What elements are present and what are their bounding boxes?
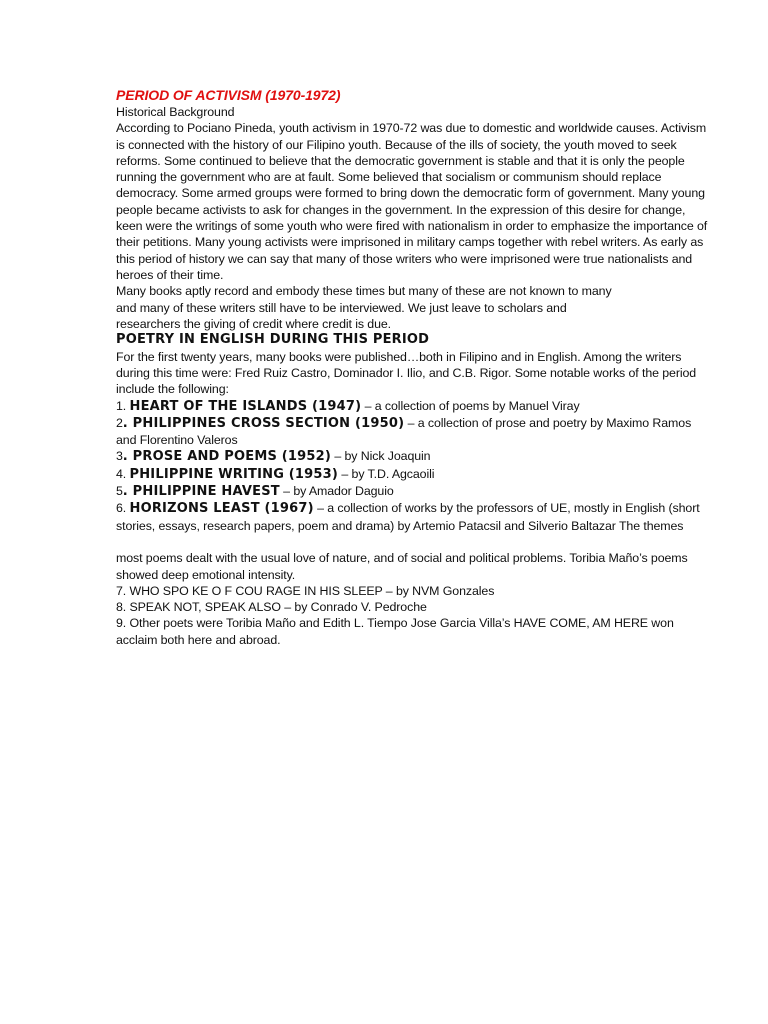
list-item-number: 2 bbox=[116, 415, 123, 430]
list-item bbox=[116, 483, 712, 500]
work-title: HEART OF THE ISLANDS (1947) bbox=[129, 398, 362, 414]
list-item-number: 6. bbox=[116, 501, 130, 516]
list-item-number: 3 bbox=[116, 449, 123, 464]
list-item-number: 1. bbox=[116, 398, 130, 413]
section-heading: POETRY IN ENGLISH DURING THIS PERIOD bbox=[116, 332, 430, 348]
blank-line bbox=[116, 534, 712, 550]
list-item-number: 5 bbox=[116, 484, 123, 499]
work-description: – by Amador Daguio bbox=[279, 484, 394, 499]
list-item-9: 9. Other poets were Toribia Maño and Edith L. Tiempo Jose Garcia Villa’s HAVE COME, AM HERE won acclaim both here and abroad. bbox=[116, 616, 674, 647]
work-description: – by T.D. Agcaoili bbox=[338, 466, 435, 481]
paragraph-books: Many books aptly record and embody these times but many of these are not known to many and many of these writers still have to be interviewed. We just leave to scholars and researchers the giving of credit where credit is due. bbox=[116, 284, 612, 331]
work-description: – a collection of prose and poetry by Maximo Ramos and Florentino Valeros bbox=[116, 415, 692, 448]
work-description: – a collection of poems by Manuel Viray bbox=[361, 398, 580, 413]
work-description: – by Nick Joaquin bbox=[331, 449, 431, 464]
work-title: . PHILIPPINE HAVEST bbox=[122, 484, 280, 500]
document-title: PERIOD OF ACTIVISM (1970-1972) bbox=[116, 87, 341, 103]
list-item-7: 7. WHO SPO KE O F COU RAGE IN HIS SLEEP – by NVM Gonzales bbox=[116, 583, 495, 598]
work-description: – a collection of works by the professors of UE, mostly in English (short stories, essays, research papers, poem and drama) by Artemio Patacsil and Silverio Baltazar The themes bbox=[116, 501, 700, 533]
paragraph-intro: For the first twenty years, many books were published…both in Filipino and in English. Among the writers during this time were: Fred Ruiz Castro, Dominador I. Ilio, and C.B. Rigor. Some notable works of the period include the following: bbox=[116, 349, 697, 397]
paragraph-historical-background: According to Pociano Pineda, youth activism in 1970-72 was due to domestic and worldwide causes. Activism is connected with the history of our Filipino youth. Because of the ills of society, the youth moved to seek reforms. Some continued to believe that the democratic government is stable and that it is only the people running the government who are at fault. Some believed that socialism or communism should replace democracy. Some armed groups were formed to bring down the democratic form of government. Many young people became activists to ask for changes in the government. In the expression of this desire for change, keen were the writings of some youth who were fired with nationalism in order to emphasize the importance of their petitions. Many young activists were imprisoned in military camps together with rebel writers. As early as this period of history we can say that many of those writers who were imprisoned were true nationalists and heroes of their time. bbox=[116, 121, 708, 282]
paragraph-themes: most poems dealt with the usual love of nature, and of social and political problems. Toribia Maño’s poems showed deep emotional intensity. bbox=[116, 551, 688, 582]
list-item-8: 8. SPEAK NOT, SPEAK ALSO – by Conrado V. Pedroche bbox=[116, 600, 427, 615]
work-title: . PHILIPPINES CROSS SECTION (1950) bbox=[122, 415, 405, 431]
work-title: HORIZONS LEAST (1967) bbox=[129, 501, 314, 517]
document-page bbox=[116, 86, 712, 648]
list-item bbox=[116, 398, 712, 415]
document-subtitle: Historical Background bbox=[116, 105, 235, 119]
list-item bbox=[116, 466, 712, 483]
list-item bbox=[116, 415, 712, 449]
work-title: PHILIPPINE WRITING (1953) bbox=[129, 466, 339, 482]
work-title: . PROSE AND POEMS (1952) bbox=[122, 449, 332, 465]
list-item-number: 4. bbox=[116, 466, 130, 481]
list-item bbox=[116, 500, 712, 534]
list-item bbox=[116, 448, 712, 465]
